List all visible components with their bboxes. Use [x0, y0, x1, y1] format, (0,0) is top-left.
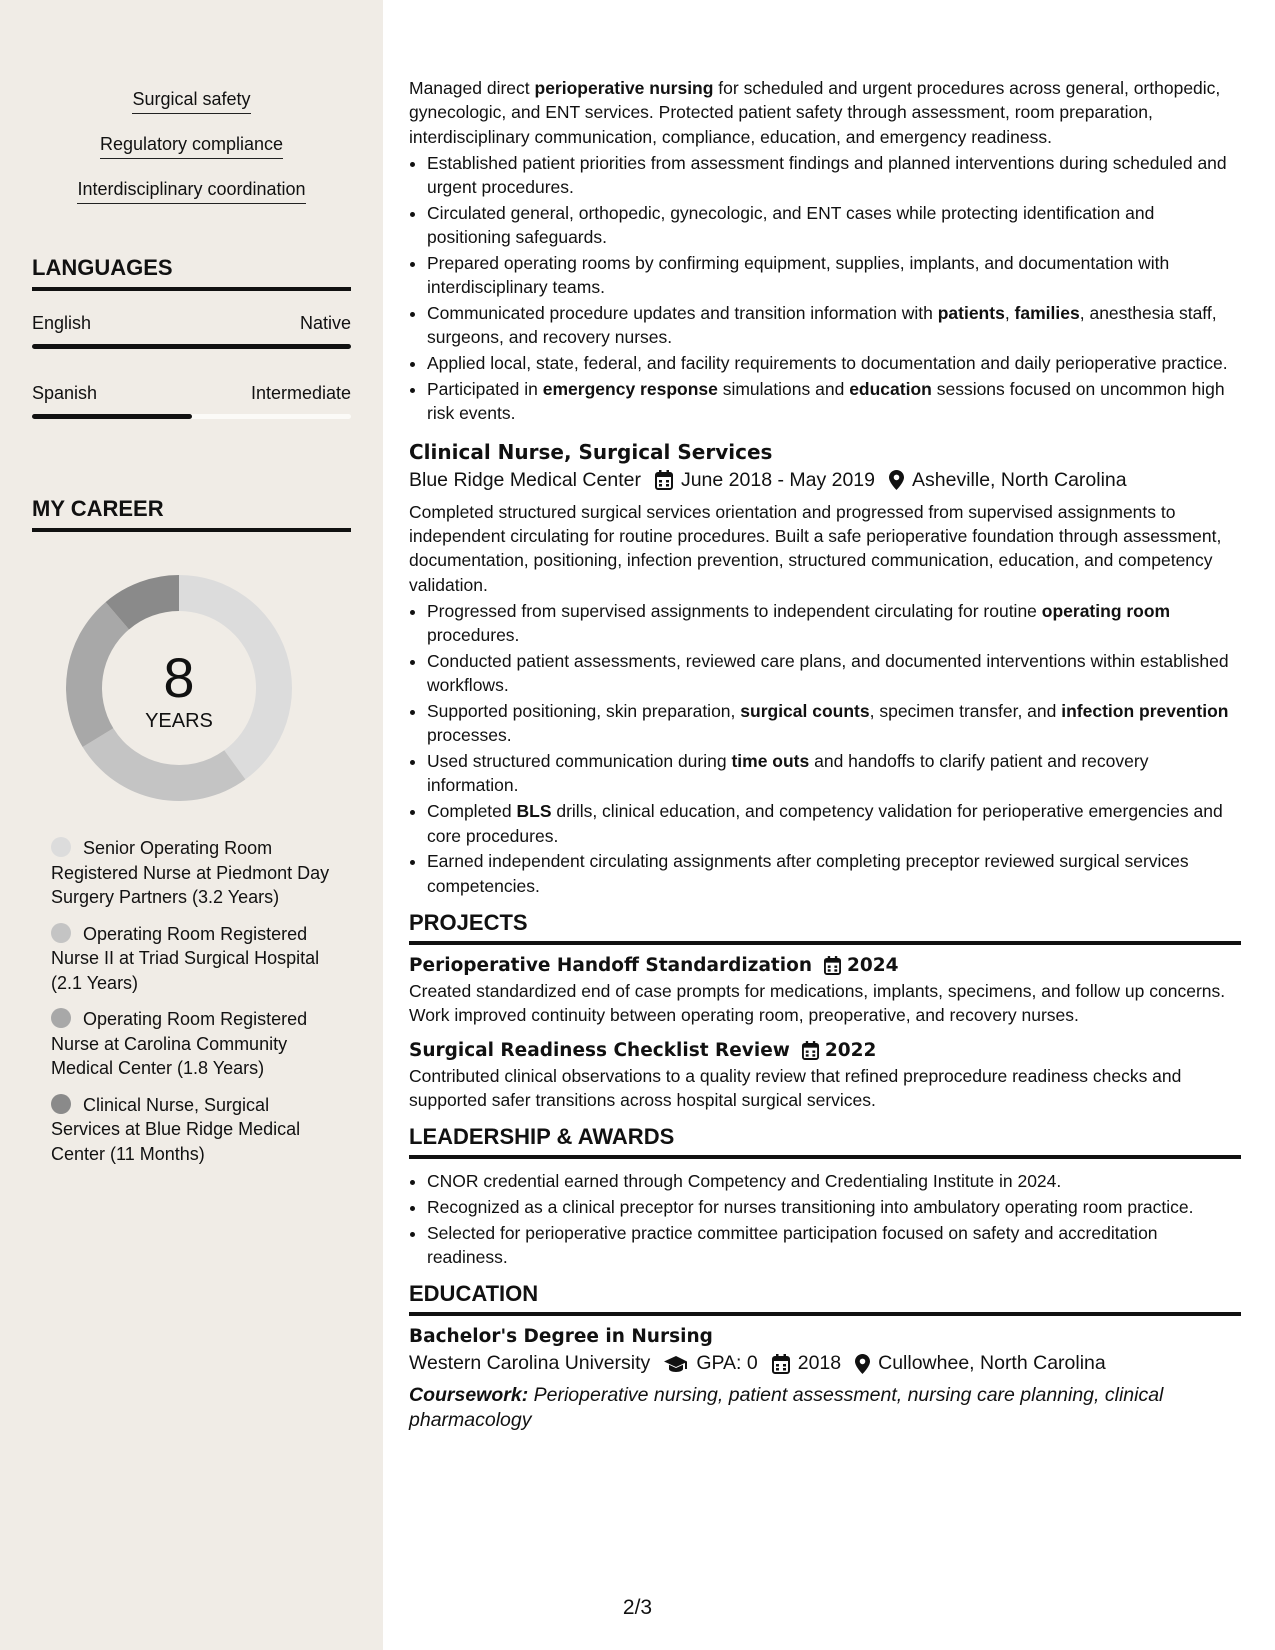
bullet-item: • Earned independent circulating assignments after completing preceptor reviewed surgical services competencies. — [427, 849, 1241, 898]
award-item: • Recognized as a clinical preceptor for nurses transitioning into ambulatory operating room practice. — [427, 1195, 1241, 1219]
job-location: Asheville, North Carolina — [912, 468, 1127, 491]
bullet-item: • Used structured communication during time outs and handoffs to clarify patient and recovery information. — [427, 749, 1241, 798]
bullet-item: • Applied local, state, federal, and facility requirements to documentation and daily perioperative practice. — [427, 351, 1241, 375]
page-number: 2/3 — [622, 1596, 653, 1619]
language-level: Intermediate — [250, 383, 351, 403]
calendar-icon — [655, 470, 673, 490]
award-item: • Selected for perioperative practice committee participation focused on safety and accreditation readiness. — [427, 1221, 1241, 1270]
map-pin-icon — [889, 470, 904, 490]
awards-heading: LEADERSHIP & AWARDS — [409, 1124, 1241, 1159]
project-description: Contributed clinical observations to a quality review that refined preprocedure readiness checks and supported safer transitions across hospital surgical services. — [409, 1065, 1182, 1110]
career-years-label: YEARS — [145, 710, 213, 732]
skill-item: Interdisciplinary coordination — [32, 178, 351, 223]
language-row — [32, 383, 351, 404]
career-total-years: 8 — [163, 646, 195, 709]
school-location: Cullowhee, North Carolina — [878, 1352, 1106, 1375]
calendar-icon — [824, 956, 841, 975]
education-heading: EDUCATION — [409, 1281, 1241, 1316]
bullet-item: • Conducted patient assessments, reviewed care plans, and documented interventions within established workflows. — [427, 649, 1241, 698]
career-legend-item: Operating Room Registered Nurse II at Triad Surgical Hospital (2.1 Years) — [51, 923, 320, 993]
calendar-icon — [772, 1354, 790, 1374]
project-title: Surgical Readiness Checklist Review 2022 — [409, 1039, 877, 1061]
bullet-item: • Circulated general, orthopedic, gynecologic, and ENT cases while protecting identification and positioning safeguards. — [427, 201, 1241, 250]
bullet-item: • Established patient priorities from assessment findings and planned interventions during scheduled and urgent procedures. — [427, 151, 1241, 200]
graduation-cap-icon — [664, 1355, 688, 1373]
gpa: GPA: 0 — [696, 1352, 758, 1375]
bullet-item: • Supported positioning, skin preparation, surgical counts, specimen transfer, and infection prevention processes. — [427, 699, 1241, 748]
legend-dot-icon — [51, 923, 71, 943]
career-legend-item: Operating Room Registered Nurse at Carolina Community Medical Center (1.8 Years) — [51, 1009, 308, 1078]
job-company: Blue Ridge Medical Center — [409, 468, 641, 491]
language-bar — [32, 414, 351, 419]
degree-title: Bachelor's Degree in Nursing — [409, 1326, 713, 1348]
calendar-icon — [802, 1041, 819, 1060]
skill-item: Surgical safety — [32, 88, 351, 133]
award-item: • CNOR credential earned through Competency and Credentialing Institute in 2024. — [427, 1169, 1241, 1193]
language-name: Spanish — [32, 383, 98, 403]
job-bullets — [409, 599, 1241, 898]
legend-dot-icon — [51, 1094, 71, 1114]
map-pin-icon — [855, 1354, 870, 1374]
coursework: Coursework: Perioperative nursing, patient assessment, nursing care planning, clinical pharmacology — [409, 1384, 1164, 1432]
career-legend-item: Clinical Nurse, Surgical Services at Blue Ridge Medical Center (11 Months) — [51, 1094, 301, 1164]
main-content — [409, 76, 1241, 1433]
donut-segment — [83, 728, 246, 801]
bullet-item: • Participated in emergency response simulations and education sessions focused on uncommon high risk events. — [427, 377, 1241, 426]
languages-heading: LANGUAGES — [32, 255, 351, 291]
legend-dot-icon — [51, 837, 71, 857]
project-year: 2022 — [824, 1039, 877, 1061]
project-description: Created standardized end of case prompts for medications, implants, specimens, and follow up concerns. Work improved continuity between operating room, preoperative, and recovery nurses. — [409, 980, 1226, 1026]
project-year: 2024 — [847, 954, 899, 976]
language-bar-fill — [32, 414, 192, 419]
language-level: Native — [299, 313, 351, 333]
education-meta — [409, 1352, 1241, 1375]
sidebar — [0, 0, 383, 1650]
skills-list — [32, 88, 351, 223]
career-heading: MY CAREER — [32, 496, 351, 532]
job-meta — [409, 469, 1241, 492]
project-title: Perioperative Handoff Standardization 2024 — [409, 954, 899, 976]
language-bar — [32, 344, 351, 349]
bullet-item: • Progressed from supervised assignments to independent circulating for routine operating room procedures. — [427, 599, 1241, 648]
awards-list — [409, 1169, 1241, 1269]
language-name: English — [32, 313, 92, 333]
projects-heading: PROJECTS — [409, 910, 1241, 945]
bullet-item: • Completed BLS drills, clinical education, and competency validation for perioperative emergencies and core procedures. — [427, 799, 1241, 848]
job-summary: Completed structured surgical services orientation and progressed from supervised assignments to independent circulating for routine procedures. Built a safe perioperative foundation through assessment, documentation, positioning, infection prevention, structured communication, education, and competency validation. — [409, 501, 1222, 595]
bullet-item: • Prepared operating rooms by confirming equipment, supplies, implants, and documentation with interdisciplinary teams. — [427, 251, 1241, 300]
language-bar-fill — [32, 344, 351, 349]
job-summary: Managed direct perioperative nursing for scheduled and urgent procedures across general, orthopedic, gynecologic, and ENT services. Protected patient safety through assessment, room preparation, interdisciplinary communication, compliance, education, and emergency readiness. — [409, 78, 1221, 147]
career-legend-item: Senior Operating Room Registered Nurse at Piedmont Day Surgery Partners (3.2 Years) — [51, 838, 330, 907]
job-bullets — [409, 151, 1241, 426]
job-title: Clinical Nurse, Surgical Services — [409, 439, 773, 464]
school-name: Western Carolina University — [409, 1352, 651, 1375]
bullet-item: • Communicated procedure updates and transition information with patients, families, anesthesia staff, surgeons, and recovery nurses. — [427, 301, 1241, 350]
job-dates: June 2018 - May 2019 — [680, 468, 876, 491]
language-row — [32, 313, 351, 334]
career-legend — [51, 836, 341, 1178]
graduation-year: 2018 — [797, 1352, 842, 1375]
legend-dot-icon — [51, 1008, 71, 1028]
skill-item: Regulatory compliance — [32, 133, 351, 178]
